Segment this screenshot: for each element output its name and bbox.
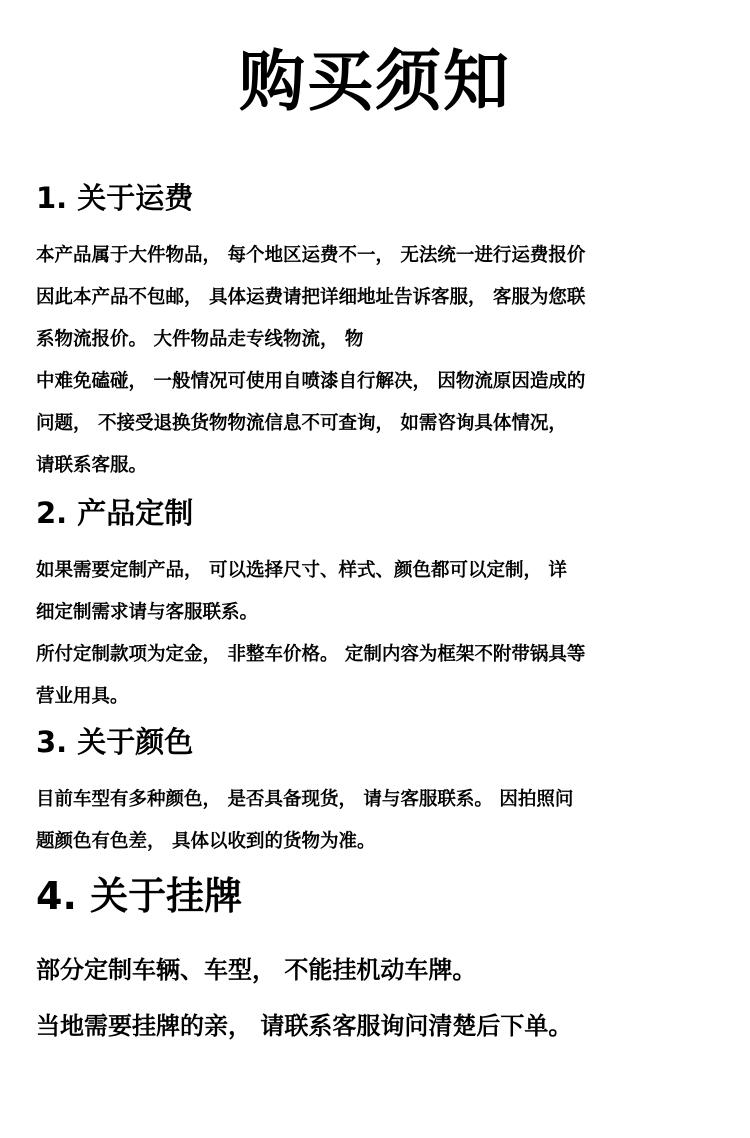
section-heading-color: 3. 关于颜色 (36, 725, 194, 759)
color-text-line: 题颜色有色差， 具体以收到的货物为准。 (36, 831, 376, 852)
customization-text-line: 细定制需求请与客服联系。 (36, 602, 259, 623)
customization-text-line: 所付定制款项为定金， 非整车价格。 定制内容为框架不附带锅具等 (36, 644, 586, 665)
shipping-text-line: 因此本产品不包邮， 具体运费请把详细地址告诉客服， 客服为您联 (36, 287, 586, 308)
page-title: 购买须知 (239, 43, 511, 120)
shipping-text-line: 问题， 不接受退换货物物流信息不可查询， 如需咨询具体情况， (36, 413, 567, 434)
license-plate-text-line: 当地需要挂牌的亲， 请联系客服询问清楚后下单。 (36, 1012, 573, 1040)
color-text-line: 目前车型有多种颜色， 是否具备现货， 请与客服联系。 因拍照问 (36, 789, 574, 810)
license-plate-text-line: 部分定制车辆、车型， 不能挂机动车牌。 (36, 956, 477, 984)
shipping-text-line: 本产品属于大件物品， 每个地区运费不一， 无法统一进行运费报价 (36, 245, 586, 266)
shipping-text-line: 请联系客服。 (36, 455, 148, 476)
shipping-text-line: 系物流报价。 大件物品走专线物流， 物 (36, 329, 364, 350)
shipping-text-line: 中难免磕碰， 一般情况可使用自喷漆自行解决， 因物流原因造成的 (36, 371, 586, 392)
section-heading-shipping: 1. 关于运费 (36, 181, 194, 215)
section-heading-license-plate: 4. 关于挂牌 (36, 874, 243, 918)
customization-text-line: 如果需要定制产品， 可以选择尺寸、样式、颜色都可以定制， 详 (36, 560, 567, 581)
customization-text-line: 营业用具。 (36, 686, 129, 707)
section-heading-customization: 2. 产品定制 (36, 496, 194, 530)
